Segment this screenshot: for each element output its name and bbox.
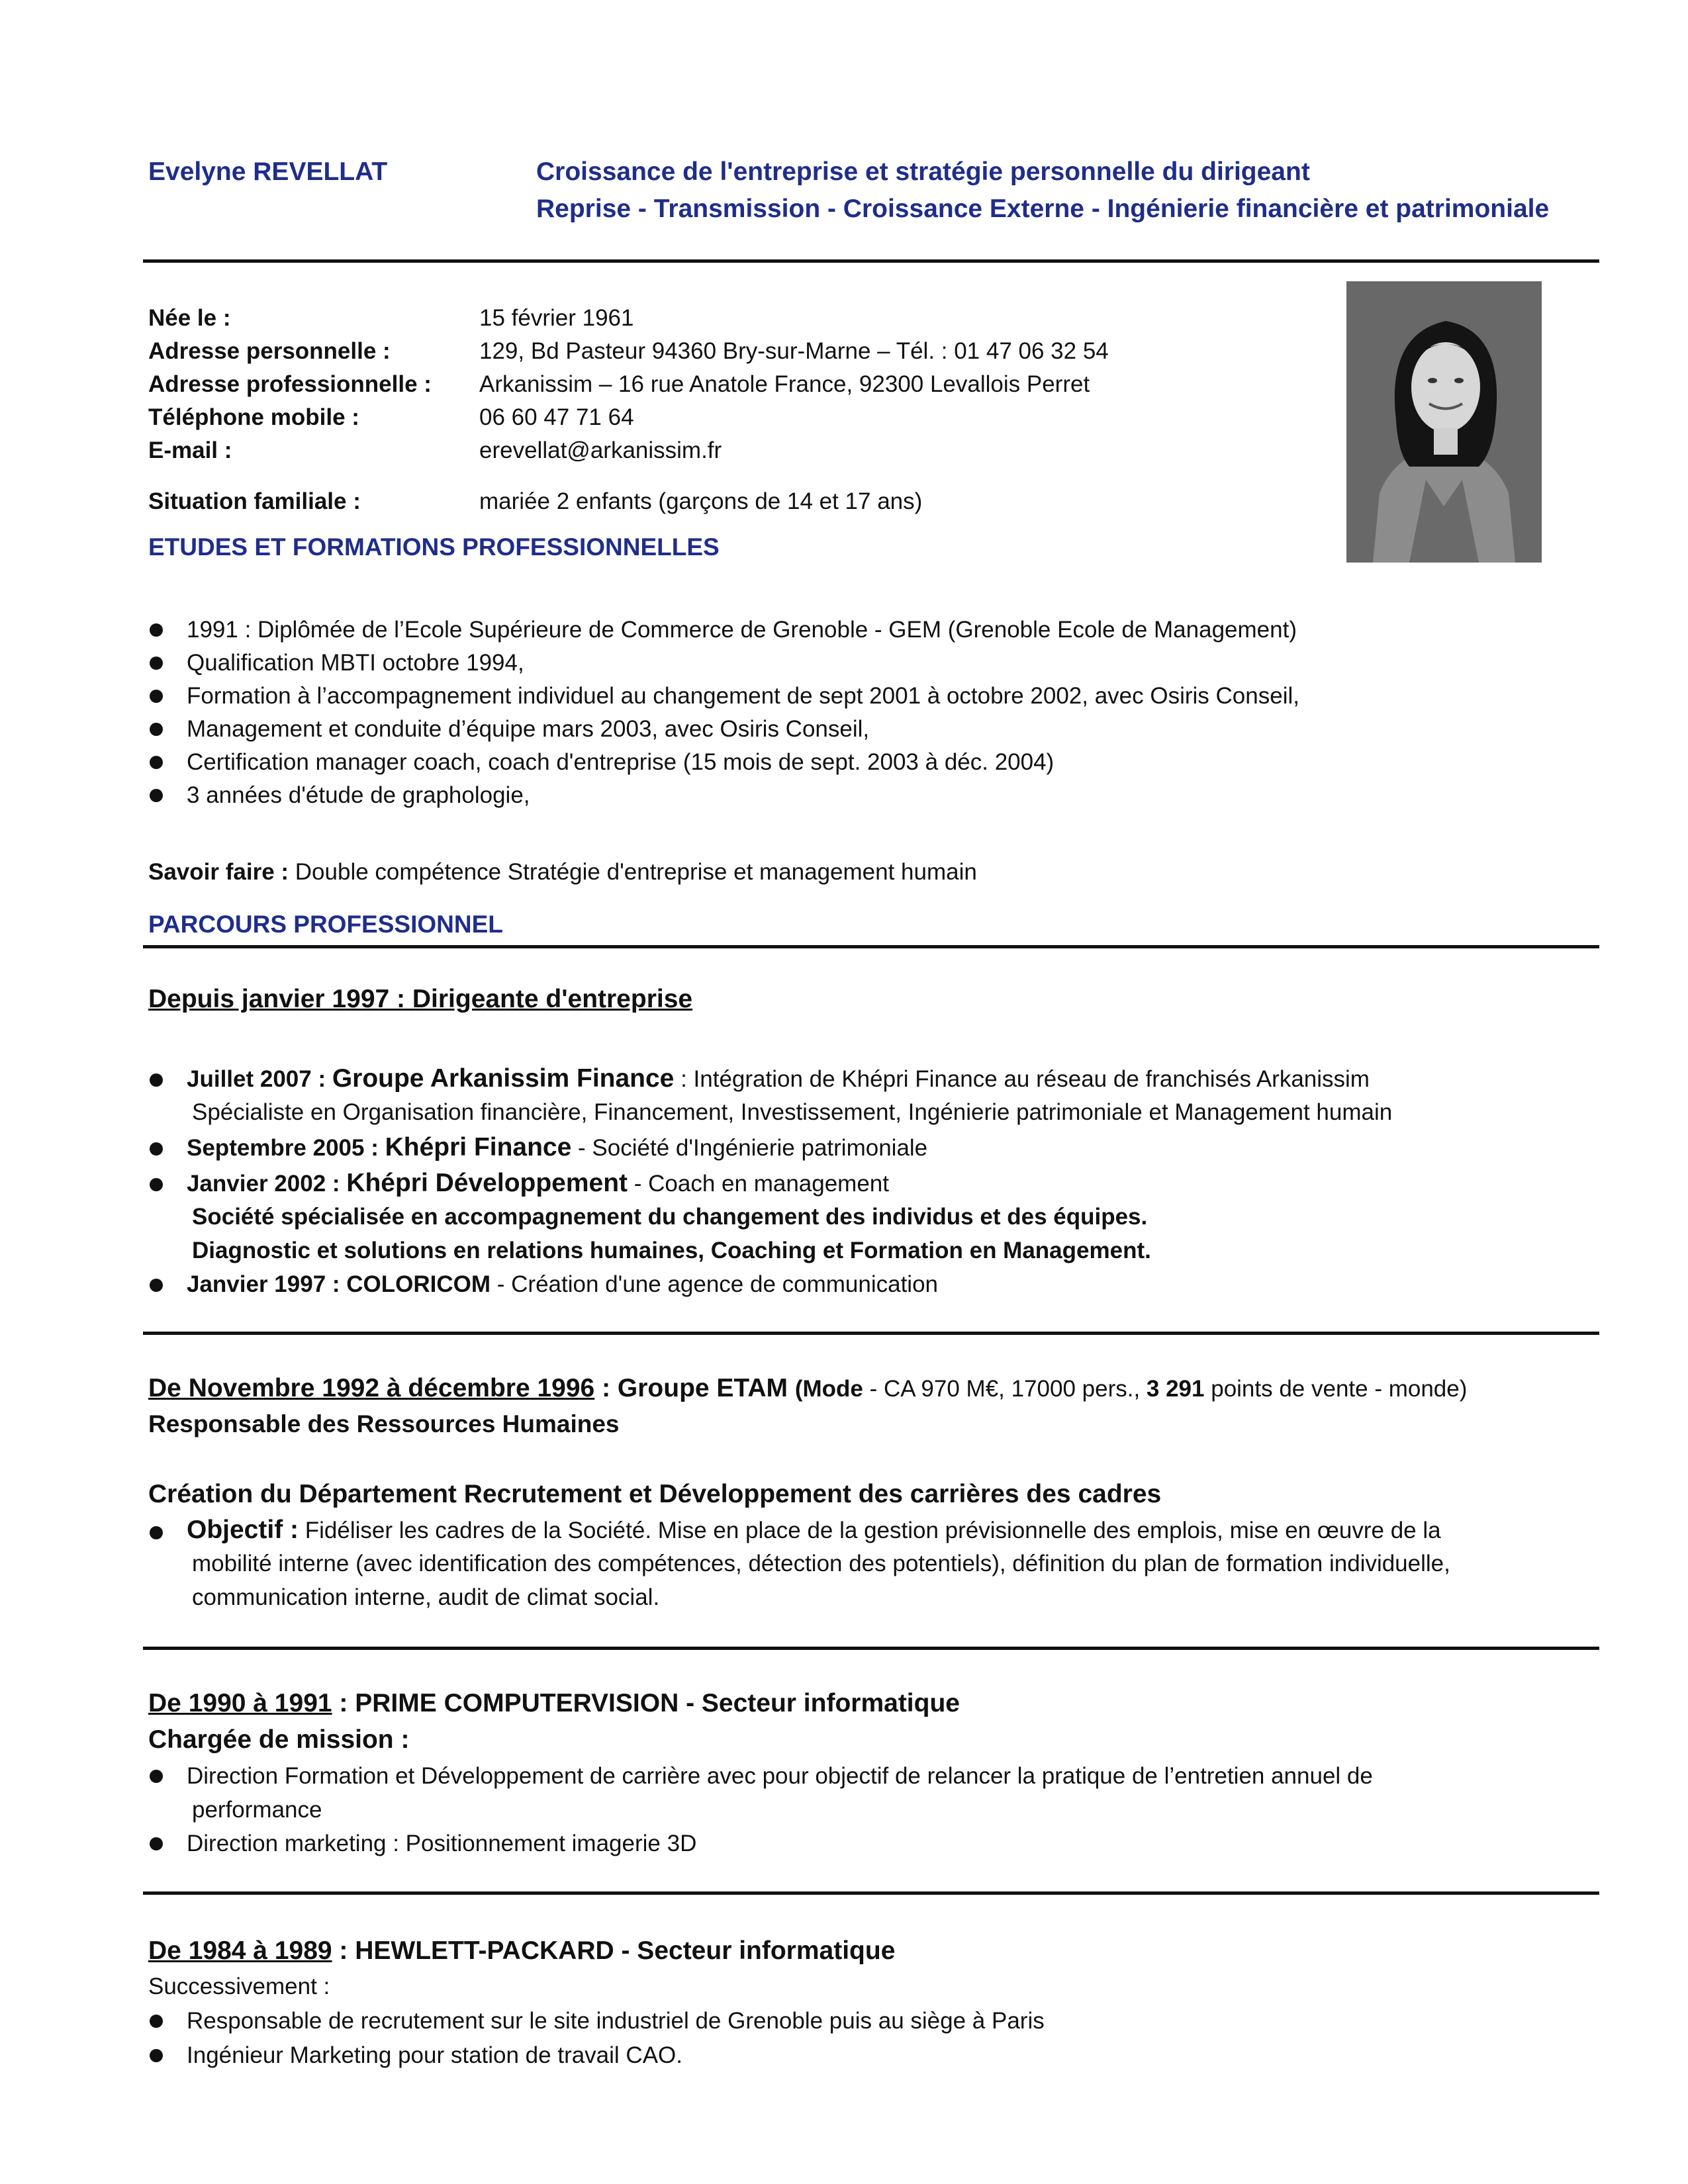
job2-period: De Novembre 1992 à décembre 1996 (148, 1374, 595, 1402)
job-divider-3 (143, 1891, 1599, 1895)
bullet-icon (150, 2015, 163, 2028)
job3-item-1: Direction Formation et Développement de carrière avec pour objectif de relancer la pratique de l’entretien annuel de (187, 1763, 1373, 1789)
bullet-icon (150, 690, 163, 703)
job2-sector: (Mode (794, 1376, 863, 1402)
job2-objective-continuation-1: mobilité interne (avec identification des compétences, détection des potentiels), définition du plan de formation individuelle, (192, 1551, 1450, 1576)
portrait-illustration (1346, 281, 1542, 563)
job2-details-1: - CA 970 M€, 17000 pers., (863, 1376, 1147, 1402)
job1-item-3-text: - Coach en management (628, 1171, 889, 1197)
job1-item-1 (187, 1062, 1370, 1096)
job1-item-4 (187, 1267, 938, 1301)
job2-store-count: 3 291 (1146, 1376, 1205, 1402)
job1-item-1-text: : Intégration de Khépri Finance au réseau de franchisés Arkanissim (674, 1066, 1370, 1092)
job-divider-1 (143, 1332, 1599, 1335)
section-title-etudes: ETUDES ET FORMATIONS PROFESSIONNELLES (148, 533, 720, 561)
job1-heading: Depuis janvier 1997 : Dirigeante d'entreprise (148, 985, 693, 1013)
bullet-icon (150, 1837, 163, 1850)
job1-item-2-company: Khépri Finance (385, 1133, 572, 1161)
etudes-item-1: 1991 : Diplômée de l’Ecole Supérieure de Commerce de Grenoble - GEM (Grenoble Ecole de Management) (187, 617, 1297, 643)
savoir-faire (148, 855, 977, 889)
etudes-item-6: 3 années d'étude de graphologie, (187, 782, 530, 808)
job2-objective-continuation-2: communication interne, audit de climat social. (192, 1584, 660, 1610)
job2-heading (148, 1371, 1467, 1406)
job4-intro: Successivement : (148, 1974, 330, 1999)
etudes-item-2: Qualification MBTI octobre 1994, (187, 650, 524, 676)
info-label-email: E-mail : (148, 437, 232, 463)
bullet-icon (150, 2049, 163, 2062)
job1-item-1-company: Groupe Arkanissim Finance (332, 1064, 675, 1093)
savoir-faire-text: Double compétence Stratégie d'entreprise et management humain (289, 859, 977, 885)
bullet-icon (150, 1770, 163, 1783)
bullet-icon (150, 756, 163, 769)
job3-period: De 1990 à 1991 (148, 1689, 332, 1717)
job4-heading (148, 1934, 895, 1968)
job2-details-2: points de vente - monde) (1204, 1376, 1468, 1402)
job1-item-1-date: Juillet 2007 : (187, 1066, 332, 1092)
job4-company: : HEWLETT-PACKARD - Secteur informatique (332, 1936, 896, 1965)
etudes-item-5: Certification manager coach, coach d'entreprise (15 mois de sept. 2003 à déc. 2004) (187, 749, 1055, 775)
job4-period: De 1984 à 1989 (148, 1936, 332, 1965)
bullet-icon (150, 723, 163, 736)
job1-item-3-company: Khépri Développement (346, 1169, 628, 1197)
job2-objective-label: Objectif : (187, 1516, 299, 1544)
job1-item-3-continuation-1: Société spécialisée en accompagnement du changement des individus et des équipes. (192, 1204, 1148, 1230)
job1-item-4-date: Janvier 1997 : COLORICOM (187, 1271, 491, 1297)
job1-item-2 (187, 1130, 927, 1165)
job3-company: : PRIME COMPUTERVISION - Secteur informatique (332, 1689, 960, 1717)
job1-item-2-date: Septembre 2005 : (187, 1135, 385, 1161)
job1-item-3-continuation-2: Diagnostic et solutions en relations humaines, Coaching et Formation en Management. (192, 1238, 1151, 1263)
job2-objective-text: Fidéliser les cadres de la Société. Mise en place de la gestion prévisionnelle des emplois, mise en œuvre de la (299, 1518, 1441, 1543)
job3-item-1-continuation: performance (192, 1797, 322, 1823)
job4-item-2: Ingénieur Marketing pour station de travail CAO. (187, 2042, 682, 2068)
job-divider-2 (143, 1647, 1599, 1650)
person-name: Evelyne REVELLAT (148, 158, 388, 186)
info-value-email[interactable]: erevellat@arkanissim.fr (479, 437, 722, 463)
etudes-item-3: Formation à l’accompagnement individuel au changement de sept 2001 à octobre 2002, avec Osiris Conseil, (187, 683, 1299, 709)
job2-subheading: Création du Département Recrutement et Développement des carrières des cadres (148, 1480, 1162, 1508)
job1-item-3 (187, 1166, 889, 1201)
bullet-icon (150, 623, 163, 637)
job1-item-2-text: - Société d'Ingénierie patrimoniale (571, 1135, 928, 1161)
bullet-icon (150, 1178, 163, 1191)
info-label-family: Situation familiale : (148, 488, 361, 514)
portrait-photo (1346, 281, 1542, 563)
tagline-line-1: Croissance de l'entreprise et stratégie personnelle du dirigeant (536, 158, 1310, 186)
etudes-item-4: Management et conduite d’équipe mars 2003, avec Osiris Conseil, (187, 716, 870, 742)
bullet-icon (150, 789, 163, 802)
bullet-icon (150, 1526, 163, 1539)
parcours-divider (143, 945, 1599, 948)
section-title-parcours: PARCOURS PROFESSIONNEL (148, 911, 503, 938)
info-value-birth: 15 février 1961 (479, 305, 634, 331)
info-label-home-address: Adresse personnelle : (148, 338, 391, 364)
job2-role: Responsable des Ressources Humaines (148, 1410, 620, 1437)
info-value-mobile: 06 60 47 71 64 (479, 404, 634, 430)
bullet-icon (150, 657, 163, 670)
info-value-home-address: 129, Bd Pasteur 94360 Bry-sur-Marne – Tél. : 01 47 06 32 54 (479, 338, 1109, 364)
bullet-icon (150, 1279, 163, 1292)
job2-company: : Groupe ETAM (594, 1374, 795, 1402)
job3-role: Chargée de mission : (148, 1725, 410, 1754)
job1-item-4-text: - Création d'une agence de communication (491, 1271, 939, 1297)
info-label-birth: Née le : (148, 305, 231, 331)
job1-item-3-date: Janvier 2002 : (187, 1171, 347, 1197)
job4-item-1: Responsable de recrutement sur le site industriel de Grenoble puis au siège à Paris (187, 2008, 1045, 2034)
savoir-faire-label: Savoir faire : (148, 859, 289, 885)
job2-objective (187, 1513, 1441, 1547)
info-value-family: mariée 2 enfants (garçons de 14 et 17 ans) (479, 488, 923, 514)
bullet-icon (150, 1142, 163, 1156)
bullet-icon (150, 1073, 163, 1087)
info-label-work-address: Adresse professionnelle : (148, 371, 432, 397)
info-label-mobile: Téléphone mobile : (148, 404, 359, 430)
job3-item-2: Direction marketing : Positionnement imagerie 3D (187, 1831, 697, 1856)
header-divider (143, 259, 1599, 263)
tagline-line-2: Reprise - Transmission - Croissance Externe - Ingénierie financière et patrimoniale (536, 195, 1550, 223)
info-value-work-address: Arkanissim – 16 rue Anatole France, 92300 Levallois Perret (479, 371, 1090, 397)
job1-item-1-continuation: Spécialiste en Organisation financière, Financement, Investissement, Ingénierie patrimoniale et Management humain (192, 1099, 1393, 1125)
job3-heading (148, 1686, 960, 1721)
